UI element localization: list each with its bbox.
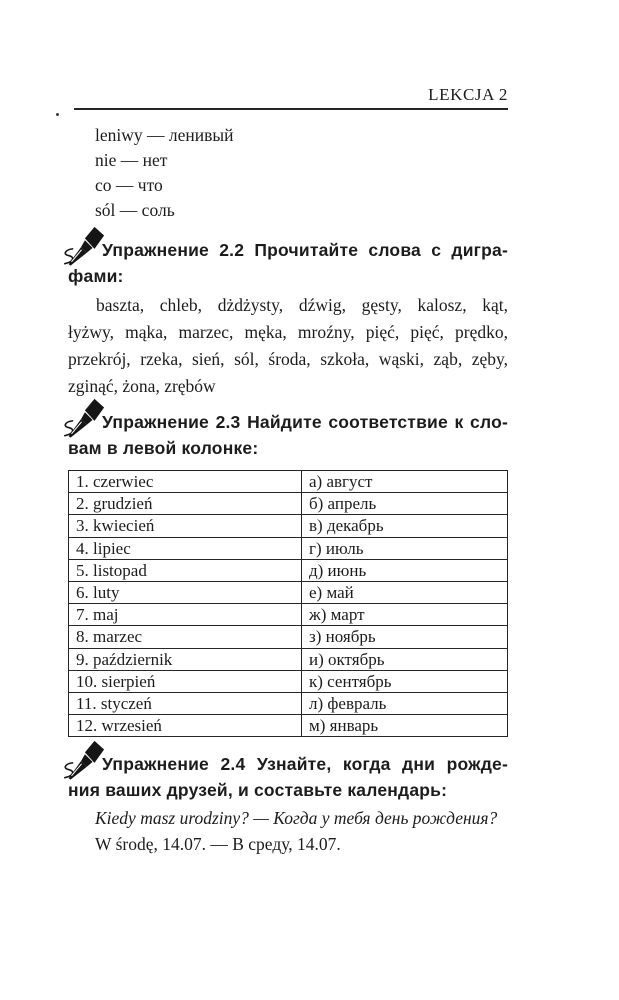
month-cell-pl: 3. kwiecień [69, 515, 302, 537]
table-row [69, 715, 508, 737]
months-matching-table [68, 470, 508, 737]
month-cell-ru: в) декабрь [302, 515, 508, 537]
table-row [69, 692, 508, 714]
month-cell-ru: и) октябрь [302, 648, 508, 670]
exercise-2-3-title [68, 410, 508, 461]
table-row [69, 493, 508, 515]
month-cell-ru: г) июль [302, 537, 508, 559]
table-row [69, 537, 508, 559]
month-cell-pl: 11. styczeń [69, 692, 302, 714]
exercise-title-line: вам в левой колонке: [68, 437, 259, 458]
words-line: łyżwy, mąka, marzec, męka, mroźny, pięć, pięć, prędko, [68, 322, 508, 342]
fountain-pen-icon [62, 410, 96, 432]
month-cell-pl: 5. listopad [69, 559, 302, 581]
month-cell-ru: б) апрель [302, 493, 508, 515]
page-content [68, 0, 508, 857]
table-row [69, 559, 508, 581]
exercise-2-2-title [68, 238, 508, 289]
vocab-item: nie — нет [95, 150, 168, 170]
month-cell-ru: к) сентябрь [302, 670, 508, 692]
month-cell-pl: 1. czerwiec [69, 471, 302, 493]
fountain-pen-icon [62, 238, 96, 260]
month-cell-pl: 9. październik [69, 648, 302, 670]
example-sentences [95, 805, 508, 857]
month-cell-ru: а) август [302, 471, 508, 493]
exercise-2-3 [68, 410, 508, 737]
month-cell-ru: л) февраль [302, 692, 508, 714]
example-question: Kiedy masz urodziny? — Когда у тебя день рождения? [95, 808, 498, 829]
month-cell-pl: 7. maj [69, 604, 302, 626]
exercise-title-line: Упражнение 2.2 Прочитайте слова с дигра- [102, 240, 508, 260]
header-rule [74, 108, 508, 110]
table-row [69, 471, 508, 493]
month-cell-pl: 8. marzec [69, 626, 302, 648]
table-row [69, 648, 508, 670]
table-row [69, 604, 508, 626]
month-cell-pl: 2. grudzień [69, 493, 302, 515]
month-cell-pl: 12. wrzesień [69, 715, 302, 737]
exercise-title-line: Упражнение 2.4 Узнайте, когда дни рожде- [102, 754, 508, 775]
lesson-header: LEKCJA 2 [428, 85, 508, 104]
exercise-2-4 [68, 752, 508, 857]
month-cell-ru: з) ноябрь [302, 626, 508, 648]
words-line: przekrój, rzeka, sień, sól, środa, szkoła, wąski, ząb, zęby, [68, 349, 508, 369]
month-cell-ru: е) май [302, 581, 508, 603]
month-cell-pl: 10. sierpień [69, 670, 302, 692]
vocab-item: leniwy — ленивый [95, 125, 234, 145]
month-cell-ru: д) июнь [302, 559, 508, 581]
table-row [69, 515, 508, 537]
month-cell-pl: 4. lipiec [69, 537, 302, 559]
words-line: baszta, chleb, dżdżysty, dźwig, gęsty, kalosz, kąt, [96, 295, 508, 315]
exercise-2-2 [68, 238, 508, 400]
digraph-words-paragraph [68, 292, 508, 400]
exercise-title-line: фами: [68, 265, 124, 286]
table-row [69, 626, 508, 648]
words-line: zginąć, żona, zrębów [68, 376, 216, 396]
fountain-pen-icon [62, 752, 96, 774]
table-row [69, 670, 508, 692]
exercise-2-4-title [68, 752, 508, 803]
scan-ink-dot [56, 113, 59, 116]
exercise-title-line: Упражнение 2.3 Найдите соответствие к сло- [102, 412, 508, 432]
month-cell-pl: 6. luty [69, 581, 302, 603]
vocab-item: sól — соль [95, 200, 175, 220]
table-row [69, 581, 508, 603]
example-answer: W środę, 14.07. — В среду, 14.07. [95, 834, 341, 855]
vocab-item: co — что [95, 175, 163, 195]
month-cell-ru: м) январь [302, 715, 508, 737]
month-cell-ru: ж) март [302, 604, 508, 626]
exercise-title-line: ния ваших друзей, и составьте календарь: [68, 779, 448, 800]
vocab-list [95, 123, 508, 223]
